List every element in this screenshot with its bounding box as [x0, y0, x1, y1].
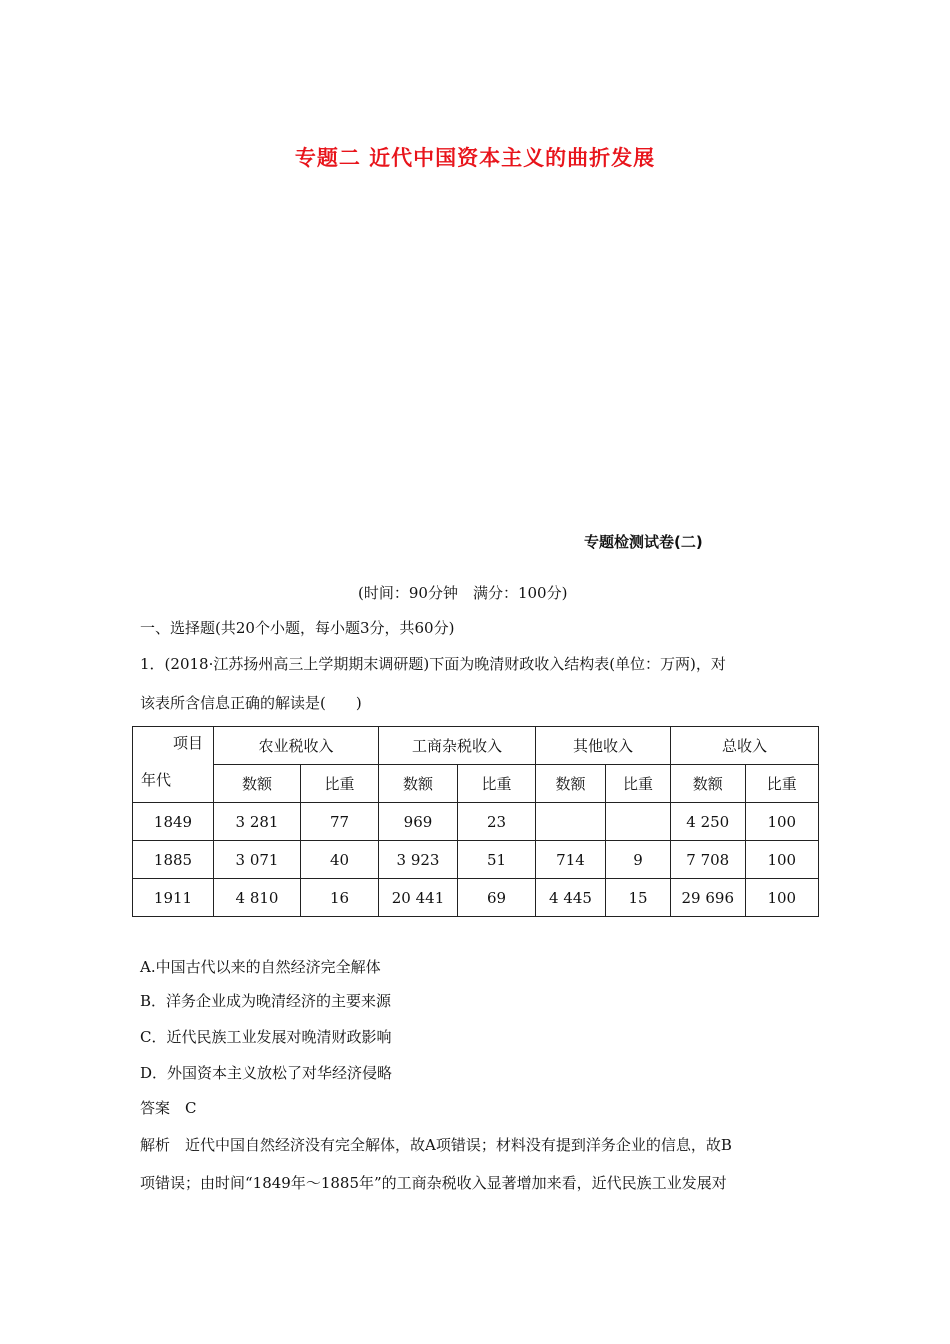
table-cell: 9 [606, 841, 671, 879]
page-title: 专题二 近代中国资本主义的曲折发展 [294, 146, 656, 170]
analysis-line1: 解析 近代中国自然经济没有完全解体，故A项错误；材料没有提到洋务企业的信息，故B [140, 1136, 732, 1154]
table-cell: 3 281 [214, 803, 301, 841]
year-cell: 1911 [133, 879, 214, 917]
sub-header: 比重 [745, 765, 818, 803]
table-cell: 4 810 [214, 879, 301, 917]
sub-header: 数额 [214, 765, 301, 803]
table-cell [606, 803, 671, 841]
table-cell: 100 [745, 803, 818, 841]
table-cell [536, 803, 606, 841]
table-cell: 7 708 [671, 841, 746, 879]
table-cell: 100 [745, 841, 818, 879]
corner-header-cell [133, 727, 214, 803]
year-cell: 1849 [133, 803, 214, 841]
table-row [133, 879, 819, 917]
exam-subtitle: 专题检测试卷(二) [584, 533, 703, 551]
group-header: 工商杂税收入 [379, 727, 536, 765]
revenue-table [132, 726, 819, 917]
option-d: D．外国资本主义放松了对华经济侵略 [140, 1064, 393, 1082]
option-a: A.中国古代以来的自然经济完全解体 [140, 958, 381, 976]
table-cell: 69 [458, 879, 536, 917]
table-cell: 16 [301, 879, 379, 917]
table-cell: 40 [301, 841, 379, 879]
table-row [133, 803, 819, 841]
analysis-line2: 项错误；由时间“1849年～1885年”的工商杂税收入显著增加来看，近代民族工业发展对 [140, 1174, 727, 1192]
table-subheader-row [133, 765, 819, 803]
table-cell: 4 250 [671, 803, 746, 841]
option-c: C．近代民族工业发展对晚清财政影响 [140, 1028, 392, 1046]
group-header: 总收入 [671, 727, 819, 765]
sub-header: 比重 [458, 765, 536, 803]
year-cell: 1885 [133, 841, 214, 879]
exam-info: (时间：90分钟 满分：100分) [358, 584, 568, 602]
table-cell: 29 696 [671, 879, 746, 917]
table-cell: 20 441 [379, 879, 458, 917]
section-heading: 一、选择题(共20个小题，每小题3分，共60分) [140, 619, 455, 637]
table-cell: 969 [379, 803, 458, 841]
table-cell: 3 923 [379, 841, 458, 879]
table-cell: 51 [458, 841, 536, 879]
sub-header: 数额 [671, 765, 746, 803]
group-header: 农业税收入 [214, 727, 379, 765]
table-row [133, 841, 819, 879]
table-cell: 714 [536, 841, 606, 879]
sub-header: 比重 [606, 765, 671, 803]
corner-header-item: 项目 [172, 734, 203, 752]
sub-header: 比重 [301, 765, 379, 803]
table-header-row [133, 727, 819, 765]
sub-header: 数额 [379, 765, 458, 803]
table-cell: 77 [301, 803, 379, 841]
table-cell: 100 [745, 879, 818, 917]
option-b: B．洋务企业成为晚清经济的主要来源 [140, 992, 392, 1010]
group-header: 其他收入 [536, 727, 671, 765]
table-cell: 4 445 [536, 879, 606, 917]
answer: 答案 C [140, 1099, 197, 1117]
table-cell: 15 [606, 879, 671, 917]
corner-header-year: 年代 [141, 771, 172, 789]
table-cell: 23 [458, 803, 536, 841]
question-stem-line1: 1．(2018·江苏扬州高三上学期期末调研题)下面为晚清财政收入结构表(单位：万两)，对 [140, 655, 726, 673]
table-cell: 3 071 [214, 841, 301, 879]
question-stem-line2: 该表所含信息正确的解读是( ) [140, 694, 362, 712]
sub-header: 数额 [536, 765, 606, 803]
